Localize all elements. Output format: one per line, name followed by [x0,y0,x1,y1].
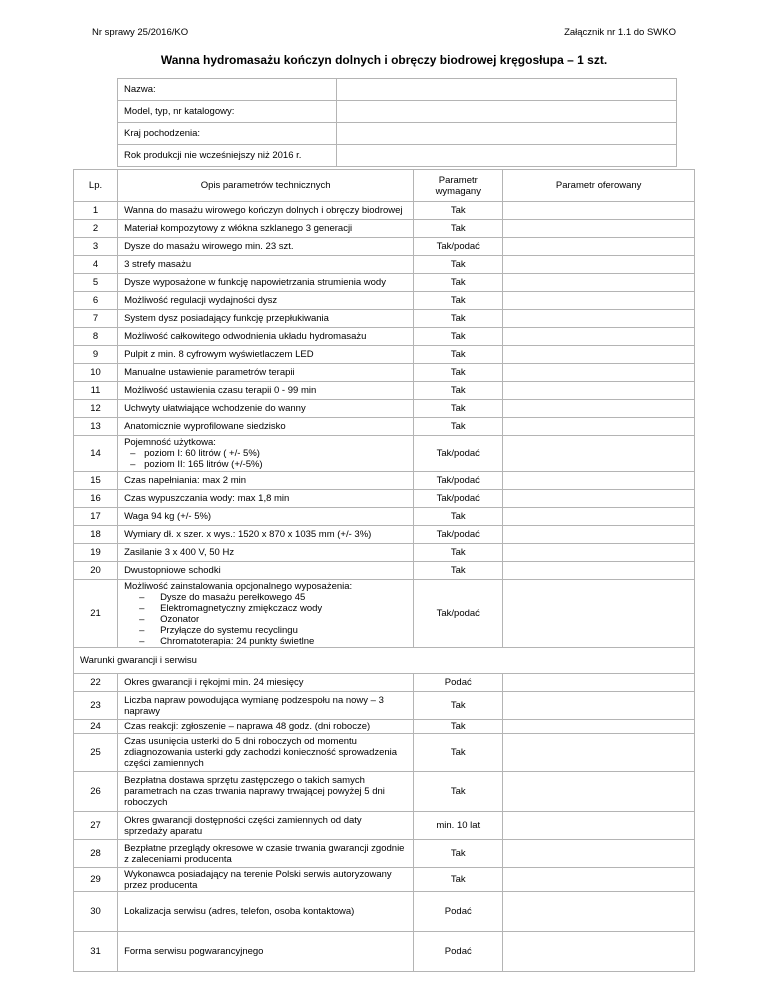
row-offered[interactable] [503,400,695,418]
row-number: 1 [74,202,118,220]
row-description-lead: Możliwość zainstalowania opcjonalnego wyposażenia: [124,580,353,592]
attachment-number: Załącznik nr 1.1 do SWKO [564,27,676,38]
row-required: Tak [414,400,503,418]
row-number: 22 [74,674,118,692]
row-description: Wymiary dł. x szer. x wys.: 1520 x 870 x 1035 mm (+/- 3%) [118,526,414,544]
row-number: 18 [74,526,118,544]
table-row-25 [74,734,695,772]
info-row-country [118,123,677,145]
parameters-table [73,169,695,972]
row-number: 8 [74,328,118,346]
row-description: Wykonawca posiadający na terenie Polski serwis autoryzowany przez producenta [118,868,414,892]
row-number: 9 [74,346,118,364]
row-number: 14 [74,436,118,472]
row-number: 19 [74,544,118,562]
row-required: Tak [414,840,503,868]
table-row-7 [74,310,695,328]
row-offered[interactable] [503,346,695,364]
row-number: 30 [74,892,118,932]
list-item: – Elektromagnetyczny zmiękczacz wody [124,603,407,614]
row-number: 24 [74,720,118,734]
row-required: Tak [414,418,503,436]
table-row-29 [74,868,695,892]
row-description: Możliwość całkowitego odwodnienia układu hydromasażu [118,328,414,346]
table-row-31 [74,932,695,972]
row-offered[interactable] [503,692,695,720]
row-required: Tak [414,274,503,292]
info-value[interactable] [337,101,677,123]
table-row-6 [74,292,695,310]
list-item: – Przyłącze do systemu recyclingu [124,625,407,636]
row-number: 12 [74,400,118,418]
table-row-5 [74,274,695,292]
row-description: Bezpłatne przeglądy okresowe w czasie trwania gwarancji zgodnie z zaleceniami producenta [118,840,414,868]
row-number: 16 [74,490,118,508]
row-number: 23 [74,692,118,720]
row-offered[interactable] [503,220,695,238]
row-offered[interactable] [503,238,695,256]
row-offered[interactable] [503,292,695,310]
info-label: Kraj pochodzenia: [118,123,337,145]
row-required: Tak [414,562,503,580]
table-row-8 [74,328,695,346]
row-offered[interactable] [503,256,695,274]
row-offered[interactable] [503,772,695,812]
row-required: Tak [414,364,503,382]
table-row-14 [74,436,695,472]
table-row-16 [74,490,695,508]
table-row-27 [74,812,695,840]
info-label: Model, typ, nr katalogowy: [118,101,337,123]
row-number: 28 [74,840,118,868]
row-required: Tak [414,292,503,310]
product-info-table [117,78,677,167]
list-item: – poziom I: 60 litrów ( +/- 5%) [124,448,407,459]
table-row-4 [74,256,695,274]
row-number: 2 [74,220,118,238]
optional-equipment-list [124,592,407,647]
row-required: Tak/podać [414,436,503,472]
info-row-name [118,79,677,101]
row-offered[interactable] [503,364,695,382]
row-offered[interactable] [503,436,695,472]
header-description: Opis parametrów technicznych [118,170,414,202]
row-number: 7 [74,310,118,328]
row-number: 27 [74,812,118,840]
info-label: Rok produkcji nie wcześniejszy niż 2016 r. [118,145,337,167]
row-required: Tak [414,220,503,238]
row-required: Tak/podać [414,526,503,544]
row-description [118,436,414,472]
row-description: Materiał kompozytowy z włókna szklanego 3 generacji [118,220,414,238]
row-offered[interactable] [503,674,695,692]
list-item: – Chromatoterapia: 24 punkty świetlne [124,636,407,647]
row-description-lead: Pojemność użytkowa: [124,437,216,448]
header-required: Parametr wymagany [414,170,503,202]
row-offered[interactable] [503,892,695,932]
row-description: Liczba napraw powodująca wymianę podzespołu na nowy – 3 naprawy [118,692,414,720]
table-row-18 [74,526,695,544]
row-required: Tak/podać [414,580,503,648]
document-title: Wanna hydromasażu kończyn dolnych i obręczy biodrowej kręgosłupa – 1 szt. [160,53,608,67]
table-row-13 [74,418,695,436]
table-row-9 [74,346,695,364]
row-offered[interactable] [503,382,695,400]
table-row-17 [74,508,695,526]
row-description: Czas usunięcia usterki do 5 dni roboczych od momentu zdiagnozowania usterki gdy zachodzi konieczność sprowadzenia części zamiennych [118,734,414,772]
section-row-warranty [74,648,695,674]
row-required: Tak [414,508,503,526]
table-row-1 [74,202,695,220]
row-offered[interactable] [503,508,695,526]
table-row-3 [74,238,695,256]
row-offered[interactable] [503,840,695,868]
row-description: Okres gwarancji dostępności części zamiennych od daty sprzedaży aparatu [118,812,414,840]
row-offered[interactable] [503,202,695,220]
row-required: Tak/podać [414,490,503,508]
row-required: Tak [414,734,503,772]
table-row-10 [74,364,695,382]
section-title: Warunki gwarancji i serwisu [74,648,695,674]
row-offered[interactable] [503,868,695,892]
info-value[interactable] [337,79,677,101]
info-row-year [118,145,677,167]
row-description: Możliwość ustawienia czasu terapii 0 - 99 min [118,382,414,400]
case-number: Nr sprawy 25/2016/KO [92,27,189,38]
list-item: – poziom II: 165 litrów (+/-5%) [124,459,407,470]
header-offered: Parametr oferowany [503,170,695,202]
list-item: – Ozonator [124,614,407,625]
table-header-row [74,170,695,202]
row-description [118,580,414,648]
row-required: Tak [414,544,503,562]
row-required: Tak [414,692,503,720]
row-offered[interactable] [503,472,695,490]
table-row-30 [74,892,695,932]
row-description: Możliwość regulacji wydajności dysz [118,292,414,310]
table-row-28 [74,840,695,868]
row-description: Anatomicznie wyprofilowane siedzisko [118,418,414,436]
row-description: Manualne ustawienie parametrów terapii [118,364,414,382]
row-number: 13 [74,418,118,436]
row-offered[interactable] [503,328,695,346]
row-description: Wanna do masażu wirowego kończyn dolnych i obręczy biodrowej [118,202,414,220]
row-required: Tak [414,382,503,400]
row-number: 29 [74,868,118,892]
row-offered[interactable] [503,274,695,292]
row-number: 26 [74,772,118,812]
row-description: Czas napełniania: max 2 min [118,472,414,490]
row-offered[interactable] [503,580,695,648]
row-number: 4 [74,256,118,274]
row-number: 15 [74,472,118,490]
row-description: Lokalizacja serwisu (adres, telefon, osoba kontaktowa) [118,892,414,932]
row-offered[interactable] [503,418,695,436]
row-required: Tak [414,202,503,220]
row-required: Podać [414,674,503,692]
table-row-15 [74,472,695,490]
row-required: Tak/podać [414,472,503,490]
row-required: Tak [414,256,503,274]
row-offered[interactable] [503,812,695,840]
row-required: Podać [414,892,503,932]
row-offered[interactable] [503,526,695,544]
row-description: Dwustopniowe schodki [118,562,414,580]
row-required: Tak [414,868,503,892]
row-offered[interactable] [503,734,695,772]
row-offered[interactable] [503,310,695,328]
row-number: 25 [74,734,118,772]
row-number: 11 [74,382,118,400]
row-description: Bezpłatna dostawa sprzętu zastępczego o takich samych parametrach na czas trwania naprawy trwającej powyżej 5 dni roboczych [118,772,414,812]
table-row-21 [74,580,695,648]
row-number: 3 [74,238,118,256]
table-row-24 [74,720,695,734]
row-required: Tak [414,720,503,734]
info-label: Nazwa: [118,79,337,101]
info-row-model [118,101,677,123]
row-description: Dysze do masażu wirowego min. 23 szt. [118,238,414,256]
table-row-26 [74,772,695,812]
row-number: 21 [74,580,118,648]
row-required: Tak [414,310,503,328]
row-description: System dysz posiadający funkcję przepłukiwania [118,310,414,328]
row-description: Dysze wyposażone w funkcję napowietrzania strumienia wody [118,274,414,292]
row-required: Tak/podać [414,238,503,256]
row-number: 17 [74,508,118,526]
row-required: Tak [414,328,503,346]
list-item: – Dysze do masażu perełkowego 45 [124,592,407,603]
table-row-22 [74,674,695,692]
row-offered[interactable] [503,490,695,508]
row-description: Pulpit z min. 8 cyfrowym wyświetlaczem LED [118,346,414,364]
table-row-11 [74,382,695,400]
row-required: Tak [414,346,503,364]
row-offered[interactable] [503,544,695,562]
table-row-19 [74,544,695,562]
row-required: min. 10 lat [414,812,503,840]
row-number: 5 [74,274,118,292]
info-value[interactable] [337,145,677,167]
row-offered[interactable] [503,932,695,972]
row-required: Tak [414,772,503,812]
row-number: 6 [74,292,118,310]
info-value[interactable] [337,123,677,145]
table-row-2 [74,220,695,238]
row-number: 10 [74,364,118,382]
table-row-12 [74,400,695,418]
row-description: Czas wypuszczania wody: max 1,8 min [118,490,414,508]
row-required: Podać [414,932,503,972]
row-description: Czas reakcji: zgłoszenie – naprawa 48 godz. (dni robocze) [118,720,414,734]
row-description: 3 strefy masażu [118,256,414,274]
row-description: Uchwyty ułatwiające wchodzenie do wanny [118,400,414,418]
table-row-23 [74,692,695,720]
row-description: Waga 94 kg (+/- 5%) [118,508,414,526]
row-description: Okres gwarancji i rękojmi min. 24 miesięcy [118,674,414,692]
table-row-20 [74,562,695,580]
row-description: Forma serwisu pogwarancyjnego [118,932,414,972]
row-offered[interactable] [503,562,695,580]
capacity-list [124,448,407,470]
row-number: 31 [74,932,118,972]
header-lp: Lp. [74,170,118,202]
row-description: Zasilanie 3 x 400 V, 50 Hz [118,544,414,562]
row-offered[interactable] [503,720,695,734]
row-number: 20 [74,562,118,580]
